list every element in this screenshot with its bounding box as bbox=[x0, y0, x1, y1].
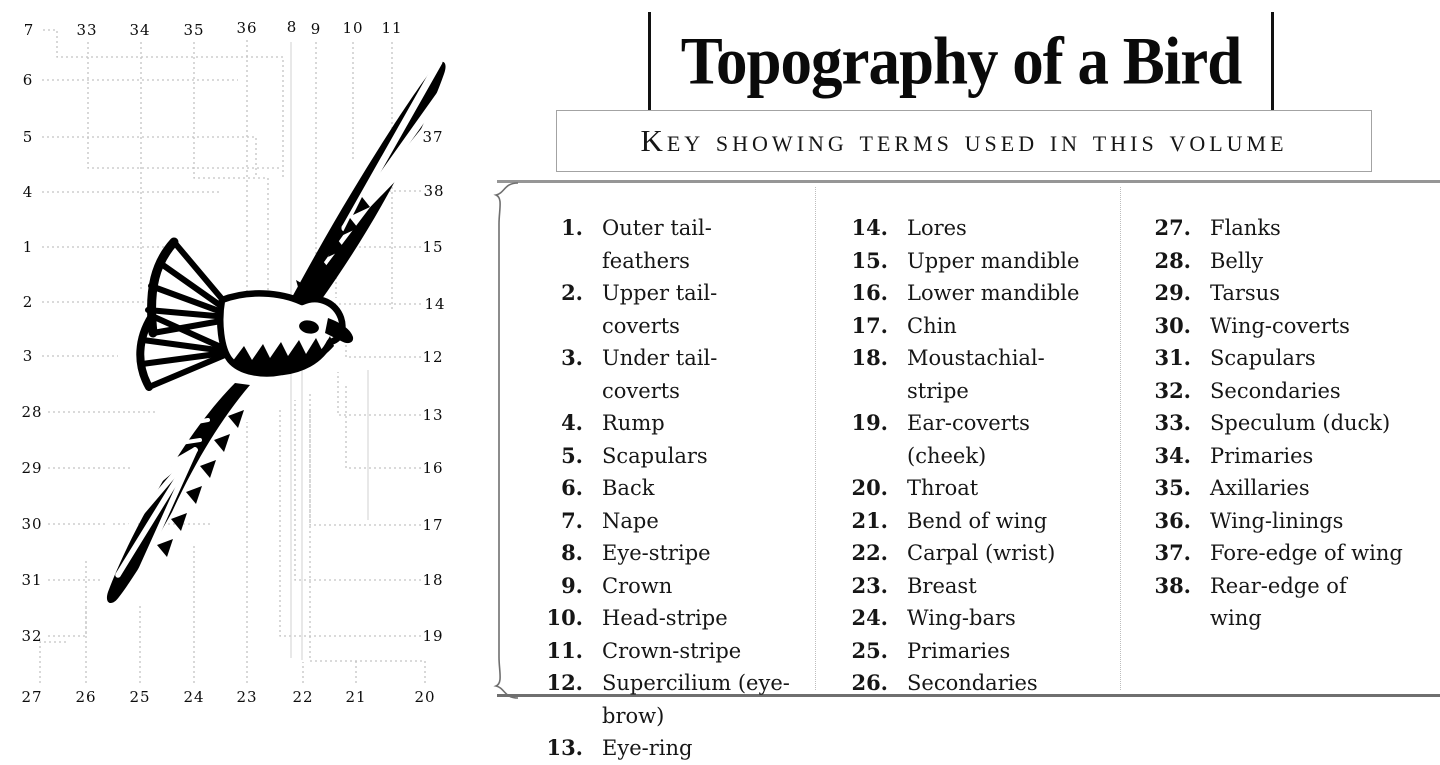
key-item bbox=[537, 407, 793, 440]
key-item-number: 36. bbox=[1154, 507, 1191, 533]
key-item-term: Upper mandible bbox=[907, 248, 1080, 273]
diagram-number-label: 8 bbox=[286, 18, 298, 36]
key-item-term: Crown bbox=[602, 573, 673, 598]
key-item-term: Crown-stripe bbox=[602, 638, 742, 663]
key-item-number: 35. bbox=[1154, 475, 1191, 500]
key-item-term: Supercilium (eye-brow) bbox=[602, 671, 790, 728]
title-block bbox=[648, 12, 1274, 110]
key-item bbox=[842, 310, 1080, 343]
diagram-number-label: 13 bbox=[422, 406, 444, 424]
key-item-term: Rump bbox=[602, 411, 665, 435]
diagram-number-label: 6 bbox=[22, 71, 34, 89]
key-item-term: Flanks bbox=[1210, 216, 1281, 240]
key-item bbox=[537, 537, 793, 570]
key-item-term: Carpal (wrist) bbox=[907, 541, 1056, 565]
key-item bbox=[842, 277, 1080, 310]
key-item-number: 29. bbox=[1154, 280, 1191, 305]
key-item-number: 32. bbox=[1154, 377, 1191, 403]
key-item-term: Secondaries bbox=[1210, 378, 1341, 403]
key-column bbox=[537, 212, 793, 765]
key-item-number: 4. bbox=[561, 410, 583, 435]
key-item-number: 20. bbox=[851, 475, 888, 500]
key-item bbox=[537, 342, 793, 407]
key-item-term: Secondaries bbox=[907, 671, 1038, 695]
diagram-number-label: 4 bbox=[22, 183, 34, 201]
diagram-number-label: 15 bbox=[422, 238, 444, 256]
diagram-number-label: 32 bbox=[21, 627, 43, 645]
key-item-term: Head-stripe bbox=[602, 606, 728, 630]
key-item-number: 21. bbox=[851, 507, 888, 533]
key-item-term: Belly bbox=[1210, 248, 1264, 273]
diagram-number-label: 7 bbox=[23, 21, 35, 39]
key-item-number: 15. bbox=[851, 247, 888, 273]
key-item bbox=[842, 505, 1080, 538]
key-item-term: Speculum (duck) bbox=[1210, 411, 1391, 435]
diagram-number-label: 29 bbox=[21, 459, 43, 477]
key-item-number: 11. bbox=[546, 637, 583, 663]
key-item-term: Scapulars bbox=[602, 443, 708, 468]
key-item-term: Tarsus bbox=[1210, 281, 1281, 305]
key-item-term: Bend of wing bbox=[907, 508, 1048, 533]
key-item bbox=[842, 472, 1080, 505]
diagram-number-label: 22 bbox=[292, 688, 314, 706]
key-item bbox=[1145, 277, 1405, 310]
key-item bbox=[842, 667, 1080, 700]
key-item bbox=[537, 472, 793, 505]
key-item-number: 23. bbox=[851, 572, 888, 598]
key-item-number: 17. bbox=[851, 312, 888, 338]
key-item-number: 26. bbox=[851, 670, 888, 695]
key-item-number: 18. bbox=[851, 345, 888, 370]
bird-diagram bbox=[0, 0, 480, 720]
key-item-term: Eye-stripe bbox=[602, 541, 711, 565]
key-item bbox=[842, 212, 1080, 245]
key-item-term: Throat bbox=[907, 476, 979, 500]
key-item-number: 37. bbox=[1154, 540, 1191, 565]
key-item-term: Outer tail-feathers bbox=[602, 216, 712, 273]
key-item bbox=[842, 602, 1080, 635]
diagram-number-label: 14 bbox=[424, 295, 446, 313]
diagram-number-label: 33 bbox=[76, 21, 98, 39]
key-item-number: 24. bbox=[851, 605, 888, 630]
diagram-number-label: 16 bbox=[422, 459, 444, 477]
key-item bbox=[1145, 342, 1405, 375]
key-item-term: Scapulars bbox=[1210, 346, 1316, 370]
key-item-number: 7. bbox=[561, 507, 583, 533]
key-item-term: Chin bbox=[907, 313, 957, 338]
key-item bbox=[1145, 537, 1405, 570]
key-item-term: Under tail-coverts bbox=[602, 346, 718, 403]
key-item-term: Wing-coverts bbox=[1210, 313, 1350, 338]
diagram-number-label: 21 bbox=[345, 688, 367, 706]
diagram-number-label: 34 bbox=[129, 21, 151, 39]
diagram-number-label: 11 bbox=[381, 19, 403, 37]
diagram-number-label: 17 bbox=[422, 516, 444, 534]
key-item bbox=[1145, 245, 1405, 278]
diagram-number-label: 5 bbox=[22, 128, 34, 146]
key-item-term: Upper tail-coverts bbox=[602, 281, 718, 338]
diagram-number-label: 18 bbox=[422, 571, 444, 589]
key-item-term: Ear-coverts (cheek) bbox=[907, 411, 1030, 468]
key-item-term: Wing-linings bbox=[1210, 508, 1344, 533]
key-item bbox=[537, 505, 793, 538]
diagram-number-label: 36 bbox=[236, 19, 258, 37]
subtitle-box bbox=[556, 110, 1372, 172]
key-item bbox=[1145, 505, 1405, 538]
bird-illustration bbox=[0, 0, 480, 720]
key-item-term: Back bbox=[602, 476, 655, 500]
diagram-number-label: 37 bbox=[422, 128, 444, 146]
diagram-number-label: 12 bbox=[422, 348, 444, 366]
key-item-number: 27. bbox=[1154, 215, 1191, 240]
key-item-term: Wing-bars bbox=[907, 606, 1016, 630]
key-item-term: Primaries bbox=[1210, 443, 1314, 468]
key-item-number: 3. bbox=[561, 345, 583, 370]
key-item bbox=[537, 732, 793, 765]
key-item-term: Axillaries bbox=[1210, 476, 1310, 500]
key-item bbox=[537, 602, 793, 635]
diagram-number-label: 23 bbox=[236, 688, 258, 706]
key-item bbox=[1145, 472, 1405, 505]
key-item-number: 34. bbox=[1154, 442, 1191, 468]
diagram-number-label: 9 bbox=[310, 20, 322, 38]
key-item bbox=[537, 440, 793, 473]
diagram-number-label: 20 bbox=[414, 688, 436, 706]
key-item bbox=[1145, 375, 1405, 408]
bird-body bbox=[220, 280, 353, 374]
key-item-number: 5. bbox=[561, 442, 583, 468]
key-item bbox=[537, 570, 793, 603]
key-item bbox=[1145, 310, 1405, 343]
diagram-number-label: 28 bbox=[21, 403, 43, 421]
key-item-number: 2. bbox=[561, 280, 583, 305]
key-item-term: Eye-ring bbox=[602, 736, 693, 760]
key-item-number: 14. bbox=[851, 215, 888, 240]
page-title: Topography of a Bird bbox=[680, 22, 1242, 99]
key-item-term: Moustachial-stripe bbox=[907, 346, 1045, 403]
key-item-number: 25. bbox=[851, 637, 888, 663]
key-item-term: Fore-edge of wing bbox=[1210, 541, 1403, 565]
diagram-number-label: 30 bbox=[21, 515, 43, 533]
key-item-number: 30. bbox=[1154, 312, 1191, 338]
key-item-number: 38. bbox=[1154, 572, 1191, 598]
key-column-divider bbox=[1120, 187, 1121, 690]
diagram-number-label: 1 bbox=[22, 238, 34, 256]
key-item-number: 6. bbox=[561, 475, 583, 500]
diagram-number-label: 24 bbox=[183, 688, 205, 706]
key-item-number: 1. bbox=[561, 215, 583, 240]
key-item-term: Nape bbox=[602, 508, 659, 533]
key-box bbox=[497, 180, 1440, 760]
key-item bbox=[1145, 570, 1405, 635]
key-item-term: Breast bbox=[907, 573, 977, 598]
key-item-number: 12. bbox=[546, 670, 583, 695]
key-box-left-border bbox=[488, 180, 518, 701]
key-item-number: 16. bbox=[851, 280, 888, 305]
diagram-number-label: 31 bbox=[21, 571, 43, 589]
key-item-number: 13. bbox=[546, 735, 583, 760]
key-column bbox=[842, 212, 1080, 700]
key-item bbox=[842, 570, 1080, 603]
key-item-number: 31. bbox=[1154, 345, 1191, 370]
key-item-term: Lower mandible bbox=[907, 281, 1080, 305]
key-item bbox=[1145, 440, 1405, 473]
key-column-divider bbox=[815, 187, 816, 690]
key-item bbox=[842, 407, 1080, 472]
diagram-number-label: 19 bbox=[422, 627, 444, 645]
key-item bbox=[537, 667, 793, 732]
key-item-number: 33. bbox=[1154, 410, 1191, 435]
diagram-number-label: 25 bbox=[129, 688, 151, 706]
subtitle-text: Key showing terms used in this volume bbox=[640, 123, 1288, 158]
diagram-number-label: 10 bbox=[342, 19, 364, 37]
key-item-number: 22. bbox=[851, 540, 888, 565]
key-item-term: Rear-edge of wing bbox=[1210, 573, 1347, 630]
key-item bbox=[537, 635, 793, 668]
bird-lower-wing bbox=[107, 383, 250, 603]
diagram-number-label: 26 bbox=[75, 688, 97, 706]
key-item bbox=[842, 245, 1080, 278]
key-item bbox=[537, 277, 793, 342]
key-item bbox=[842, 342, 1080, 407]
key-item-number: 8. bbox=[561, 540, 583, 565]
key-item-number: 19. bbox=[851, 410, 888, 435]
diagram-number-label: 27 bbox=[21, 688, 43, 706]
key-item-term: Lores bbox=[907, 216, 967, 240]
key-column bbox=[1145, 212, 1405, 635]
key-item-number: 10. bbox=[546, 605, 583, 630]
key-item bbox=[537, 212, 793, 277]
key-item bbox=[842, 537, 1080, 570]
key-item-number: 9. bbox=[561, 572, 583, 598]
key-item bbox=[1145, 407, 1405, 440]
diagram-number-label: 3 bbox=[22, 347, 34, 365]
diagram-number-label: 35 bbox=[183, 21, 205, 39]
key-item bbox=[1145, 212, 1405, 245]
key-item-term: Primaries bbox=[907, 638, 1011, 663]
title-right-bar bbox=[1271, 12, 1274, 110]
diagram-number-label: 2 bbox=[22, 293, 34, 311]
key-item-number: 28. bbox=[1154, 247, 1191, 273]
diagram-number-label: 38 bbox=[423, 182, 445, 200]
key-item bbox=[842, 635, 1080, 668]
